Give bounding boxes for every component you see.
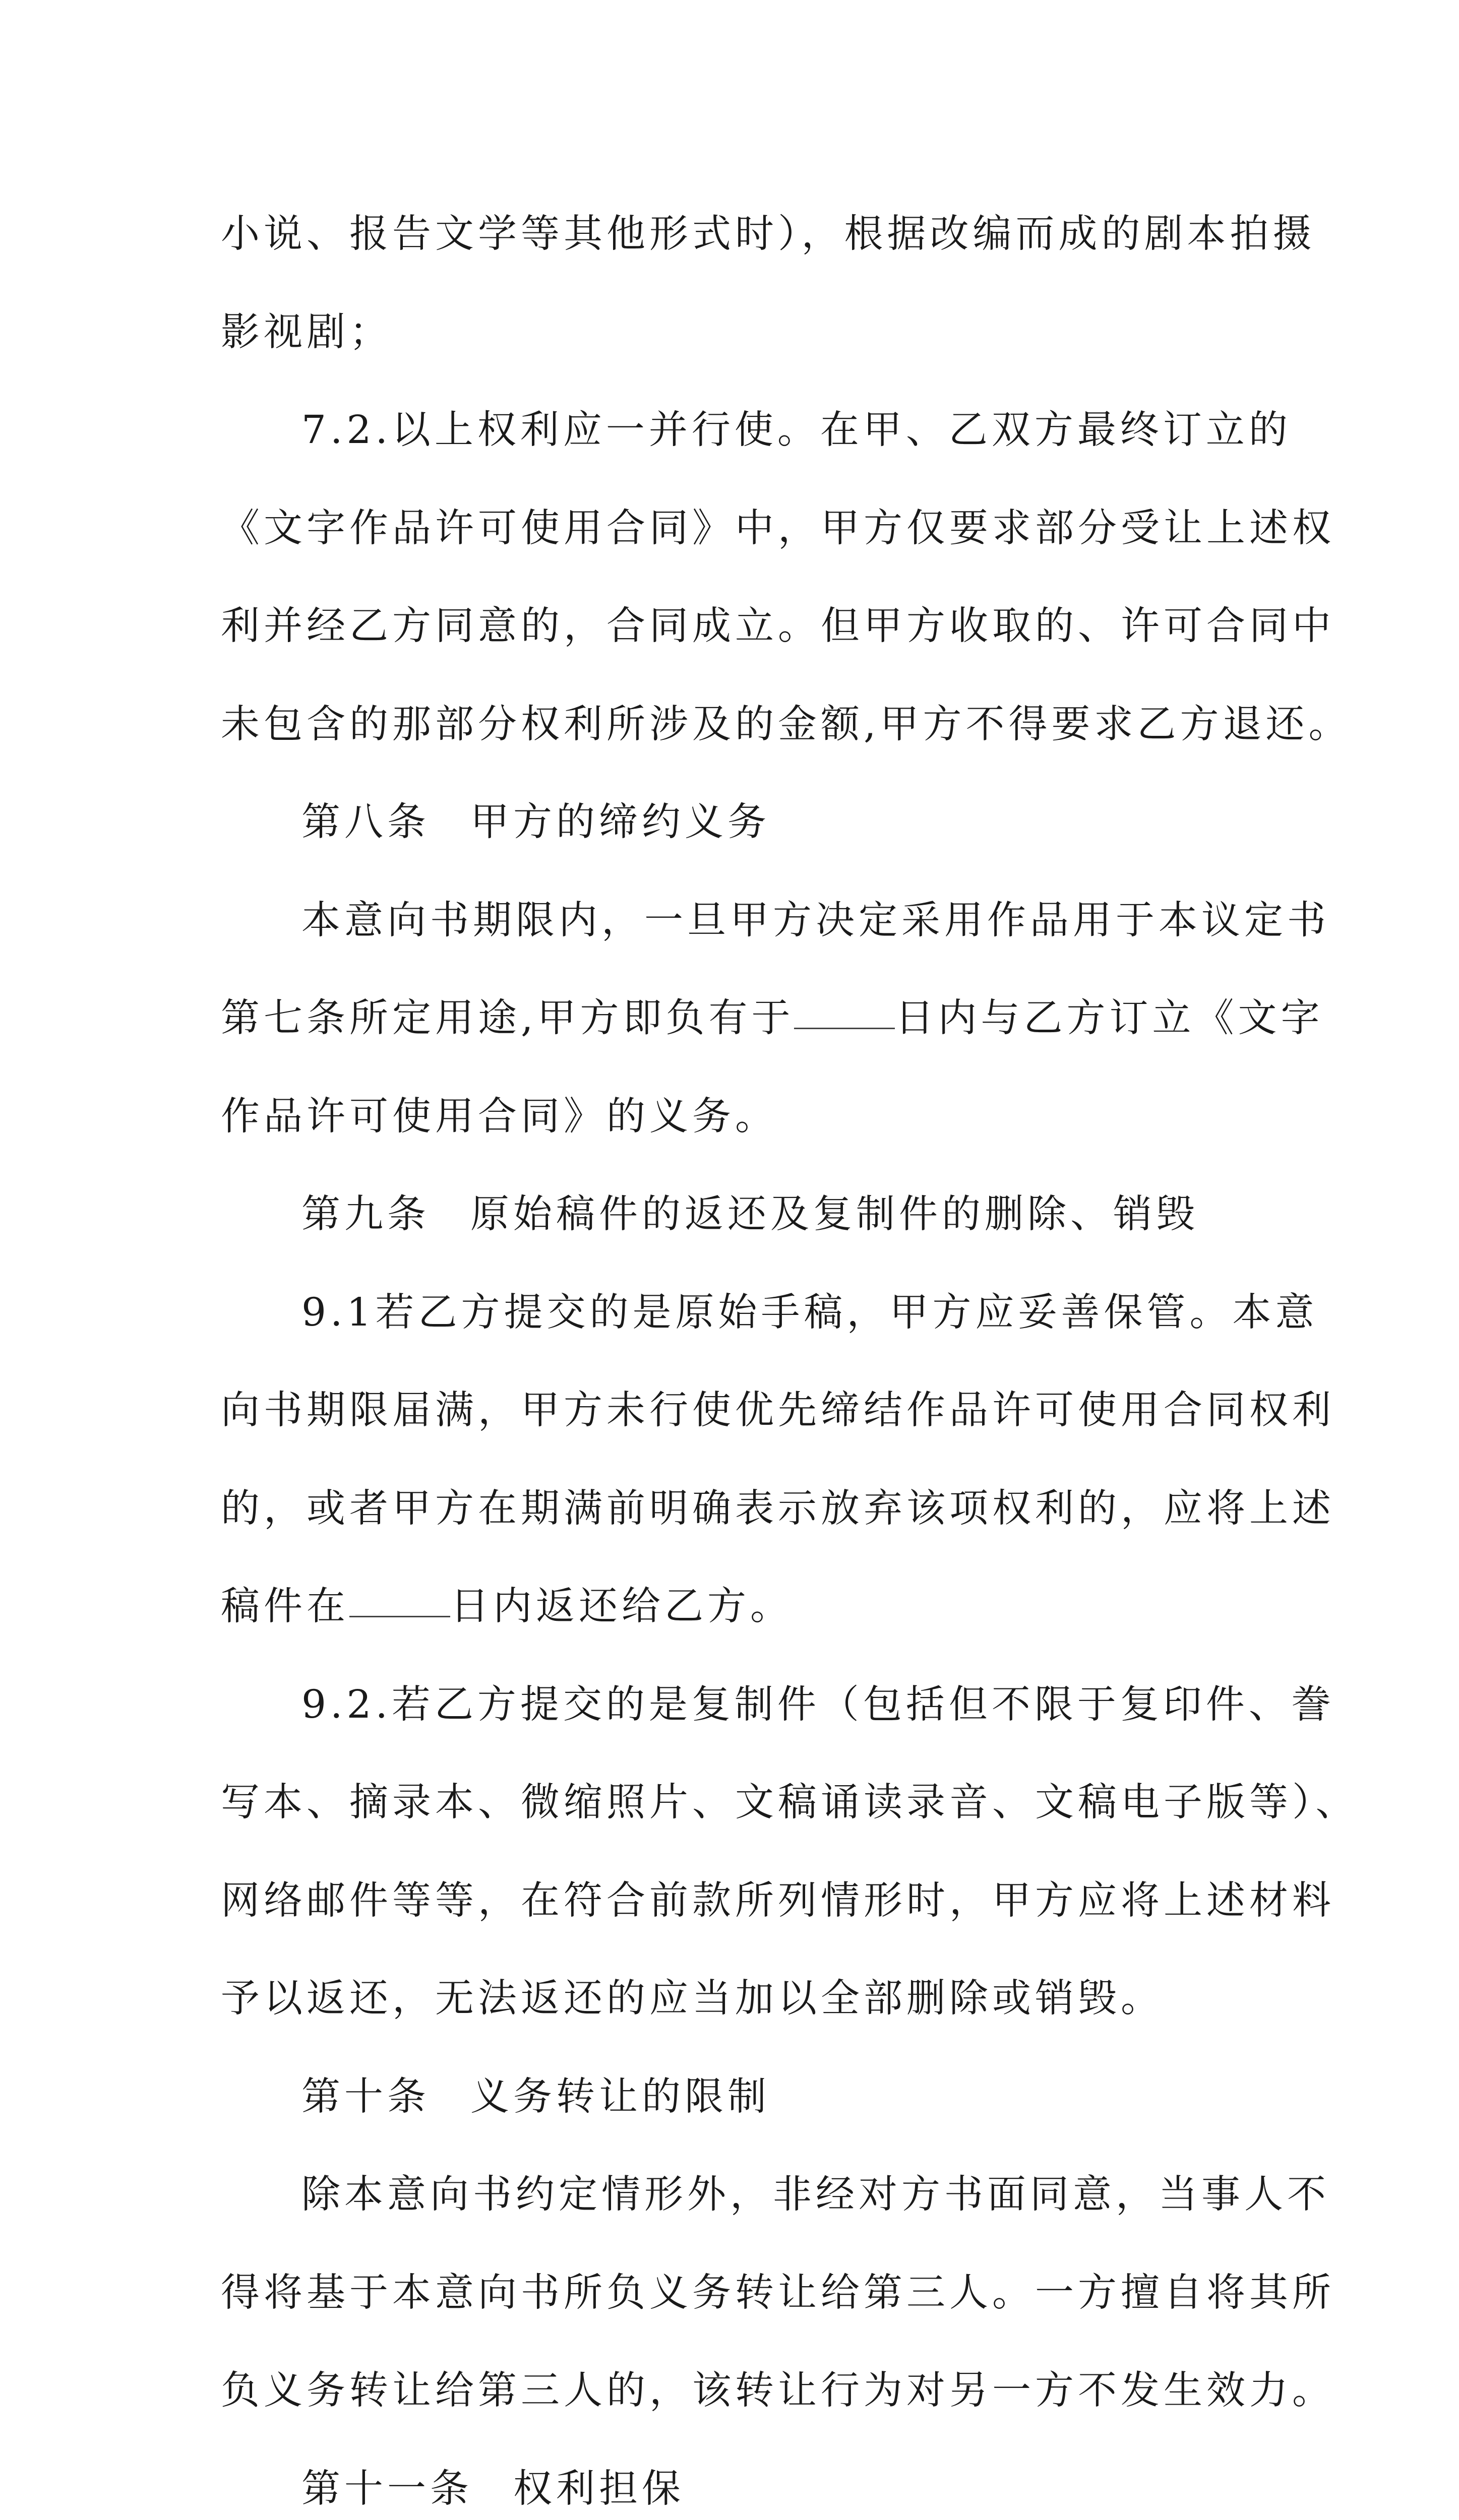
paragraph-line: 向书期限届满，甲方未行使优先缔结作品许可使用合同权利 [221,1362,1239,1460]
article-heading [221,1166,1239,1264]
paragraph-line: 写本、摘录本、微缩照片、文稿诵读录音、文稿电子版等）、 [221,1754,1239,1852]
article-number: 第九条 [301,1192,430,1237]
paragraph-line [221,1558,1239,1656]
article-number: 第十一条 [301,2467,473,2511]
fill-in-blank [349,1615,450,1617]
paragraph-line: 除本意向书约定情形外，非经对方书面同意，当事人不 [221,2146,1239,2244]
paragraph-line: 7.2.以上权利应一并行使。在甲、乙双方最终订立的 [221,382,1239,480]
paragraph-line: 网络邮件等等，在符合前款所列情形时，甲方应将上述材料 [221,1852,1239,1950]
article-number: 第八条 [301,800,430,845]
paragraph-line: 影视剧； [221,284,1239,382]
paragraph-line: 作品许可使用合同》的义务。 [221,1068,1239,1166]
paragraph-line [221,970,1239,1068]
text-segment: 第七条所定用途,甲方即负有于 [221,996,794,1041]
paragraph-line: 本意向书期限内，一旦甲方决定采用作品用于本议定书 [221,872,1239,970]
article-title: 权利担保 [513,2467,685,2511]
article-title: 甲方的缔约义务 [470,800,770,845]
fill-in-blank [794,1027,895,1029]
paragraph-line: 利并经乙方同意的，合同成立。但甲方收取的、许可合同中 [221,578,1239,676]
paragraph-line: 《文字作品许可使用合同》中，甲方仅要求部分受让上述权 [221,480,1239,578]
article-heading [221,774,1239,872]
paragraph-line: 得将基于本意向书所负义务转让给第三人。一方擅自将其所 [221,2244,1239,2343]
paragraph-line: 小说、报告文学等其他形式时），根据改编而成的剧本拍摄 [221,185,1239,284]
paragraph-line: 的，或者甲方在期满前明确表示放弃该项权利的，应将上述 [221,1460,1239,1558]
text-segment: 稿件在 [221,1584,349,1629]
document-body [221,185,1239,2520]
paragraph-line: 未包含的那部分权利所涉及的金额,甲方不得要求乙方退还。 [221,676,1239,774]
paragraph-line: 负义务转让给第三人的，该转让行为对另一方不发生效力。 [221,2342,1239,2440]
text-segment: 日内返还给乙方。 [450,1584,793,1629]
paragraph-line: 9.2.若乙方提交的是复制件（包括但不限于复印件、誊 [221,1656,1239,1754]
text-segment: 日内与乙方订立《文字 [895,996,1323,1041]
article-heading [221,2440,1239,2520]
paragraph-line: 9.1若乙方提交的是原始手稿，甲方应妥善保管。本意 [221,1264,1239,1362]
article-number: 第十条 [301,2074,430,2119]
paragraph-line: 予以返还，无法返还的应当加以全部删除或销毁。 [221,1950,1239,2048]
article-title: 原始稿件的返还及复制件的删除、销毁 [470,1192,1199,1237]
article-title: 义务转让的限制 [470,2074,770,2119]
